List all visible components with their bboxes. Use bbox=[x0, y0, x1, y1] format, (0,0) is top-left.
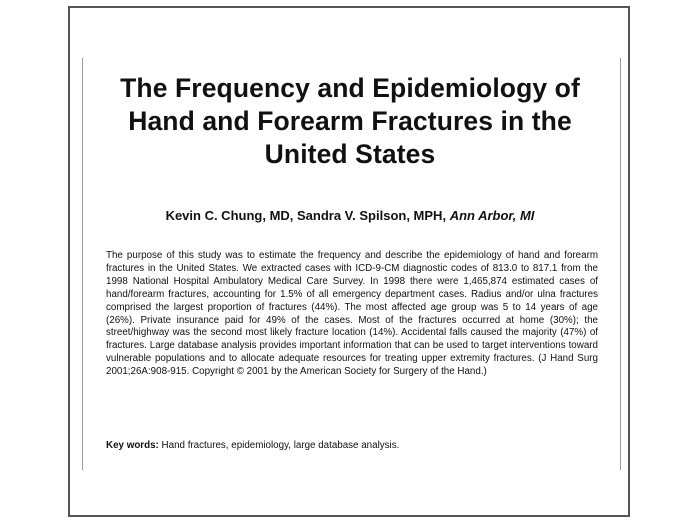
title-line-1: The Frequency and Epidemiology of bbox=[120, 73, 580, 103]
keywords-text: Hand fractures, epidemiology, large database analysis. bbox=[161, 440, 400, 451]
author-location: Ann Arbor, MI bbox=[449, 208, 535, 223]
title-line-2: Hand and Forearm Fractures in the bbox=[128, 106, 572, 136]
paper-title bbox=[92, 72, 608, 171]
left-margin-rule bbox=[82, 58, 83, 470]
author-names: Kevin C. Chung, MD, Sandra V. Spilson, MPH, bbox=[165, 208, 447, 223]
author-line bbox=[92, 207, 608, 225]
keywords bbox=[106, 439, 598, 452]
right-margin-rule bbox=[620, 58, 621, 470]
title-line-3: United States bbox=[264, 139, 436, 169]
keywords-label: Key words: bbox=[106, 440, 159, 451]
abstract-text: The purpose of this study was to estimate the frequency and describe the epidemiology of hand and forearm fractures in the United States. We extracted cases with ICD-9-CM diagnostic codes of 813.0 to 817.1 from the 1998 National Hospital Ambulatory Medical Care Survey. In 1998 there were 1,465,874 estimated cases of hand/forearm fractures, accounting for 1.5% of all emergency department cases. Radius and/or ulna fractures comprised the largest proportion of fractures (44%). The most affected age group was 5 to 14 years of age (26%). Private insurance paid for 49% of the cases. Most of the fractures occurred at home (30%); the street/highway was the second most likely fracture location (14%). Accidental falls caused the majority (47%) of fractures. Large database analysis provides important information that can be used to target interventions toward vulnerable populations and to allocate adequate resources for treating upper extremity fractures. (J Hand Surg 2001;26A:908-915. Copyright © 2001 by the American Society for Surgery of the Hand.) bbox=[106, 250, 598, 378]
